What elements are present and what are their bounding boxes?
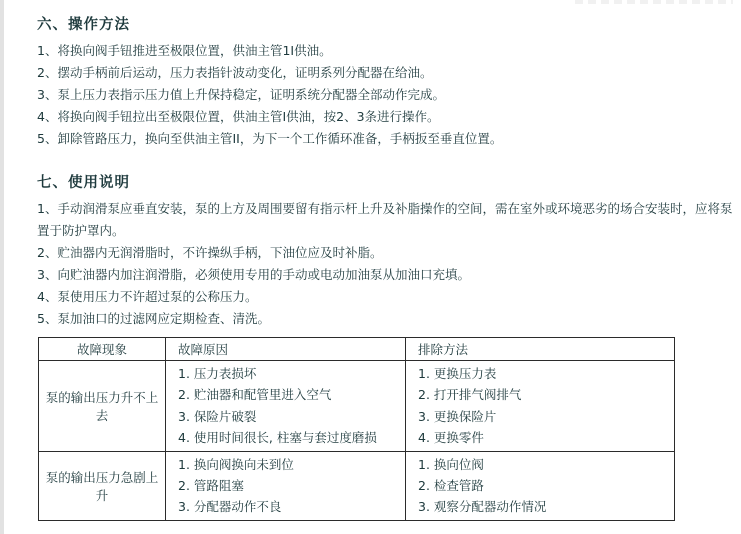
section-heading: 六、操作方法 [37, 17, 130, 33]
list-item: 5、卸除管路压力，换向至供油主管II，为下一个工作循环准备，手柄扳至垂直位置。 [37, 131, 503, 146]
fault-table [38, 337, 675, 521]
remedy-line: 2. 打开排气阀排气 [418, 387, 522, 403]
section-heading: 七、使用说明 [37, 175, 130, 191]
list-item: 1、手动润滑泵应垂直安装，泵的上方及周围要留有指示杆上升及补脂操作的空间，需在室外或环境恶劣的场合安装时，应将泵置于防护罩内。 [37, 201, 733, 238]
fault-phenomenon-cell: 泵的输出压力升不上去 [39, 361, 166, 452]
table-header-row [39, 338, 675, 361]
cause-line: 2. 管路阻塞 [178, 478, 244, 494]
remedy-line: 1. 换向位阀 [418, 456, 484, 472]
left-edge-strip [0, 0, 4, 534]
list-item: 4、将换向阀手钮拉出至极限位置，供油主管I供油，按2、3条进行操作。 [37, 109, 440, 124]
list-item: 5、泵加油口的过滤网应定期检查、清洗。 [37, 311, 270, 326]
cause-line: 2. 贮油器和配管里进入空气 [178, 387, 332, 403]
fault-remedies-cell [406, 361, 675, 452]
list-item: 3、向贮油器内加注润滑脂，必须使用专用的手动或电动加油泵从加油口充填。 [37, 267, 470, 282]
table-row [39, 361, 675, 452]
cause-line: 3. 分配器动作不良 [178, 499, 282, 515]
fault-causes-cell [166, 451, 406, 520]
list-item: 2、摆动手柄前后运动，压力表指针波动变化，证明系列分配器在给油。 [37, 65, 433, 80]
list-item: 4、泵使用压力不许超过泵的公称压力。 [37, 289, 258, 304]
section-operation-method [37, 14, 737, 150]
cause-line: 1. 换向阀换向未到位 [178, 456, 294, 472]
fault-causes-cell [166, 361, 406, 452]
fault-remedies-cell [406, 451, 675, 520]
remedy-line: 4. 更换零件 [418, 430, 484, 446]
remedy-line: 3. 更换保险片 [418, 408, 497, 424]
column-header-phenomenon: 故障现象 [39, 338, 166, 361]
column-header-remedy: 排除方法 [406, 338, 675, 361]
cause-line: 3. 保险片破裂 [178, 408, 257, 424]
remedy-line: 1. 更换压力表 [418, 366, 497, 381]
section-usage-instructions [37, 172, 737, 330]
list-item: 1、将换向阀手钮推进至极限位置，供油主管1I供油。 [37, 43, 332, 58]
fault-phenomenon-cell: 泵的输出压力急剧上升 [39, 451, 166, 520]
column-header-cause: 故障原因 [166, 338, 406, 361]
remedy-line: 3. 观察分配器动作情况 [418, 499, 547, 515]
cause-line: 4. 使用时间很长, 柱塞与套过度磨损 [178, 430, 377, 446]
cause-line: 1. 压力表损坏 [178, 366, 257, 381]
list-item: 2、贮油器内无润滑脂时，不许操纵手柄，下油位应及时补脂。 [37, 245, 383, 260]
remedy-line: 2. 检查管路 [418, 478, 484, 494]
table-row [39, 451, 675, 520]
list-item: 3、泵上压力表指示压力值上升保持稳定，证明系统分配器全部动作完成。 [37, 87, 445, 102]
cropped-text-artifact [575, 0, 733, 4]
